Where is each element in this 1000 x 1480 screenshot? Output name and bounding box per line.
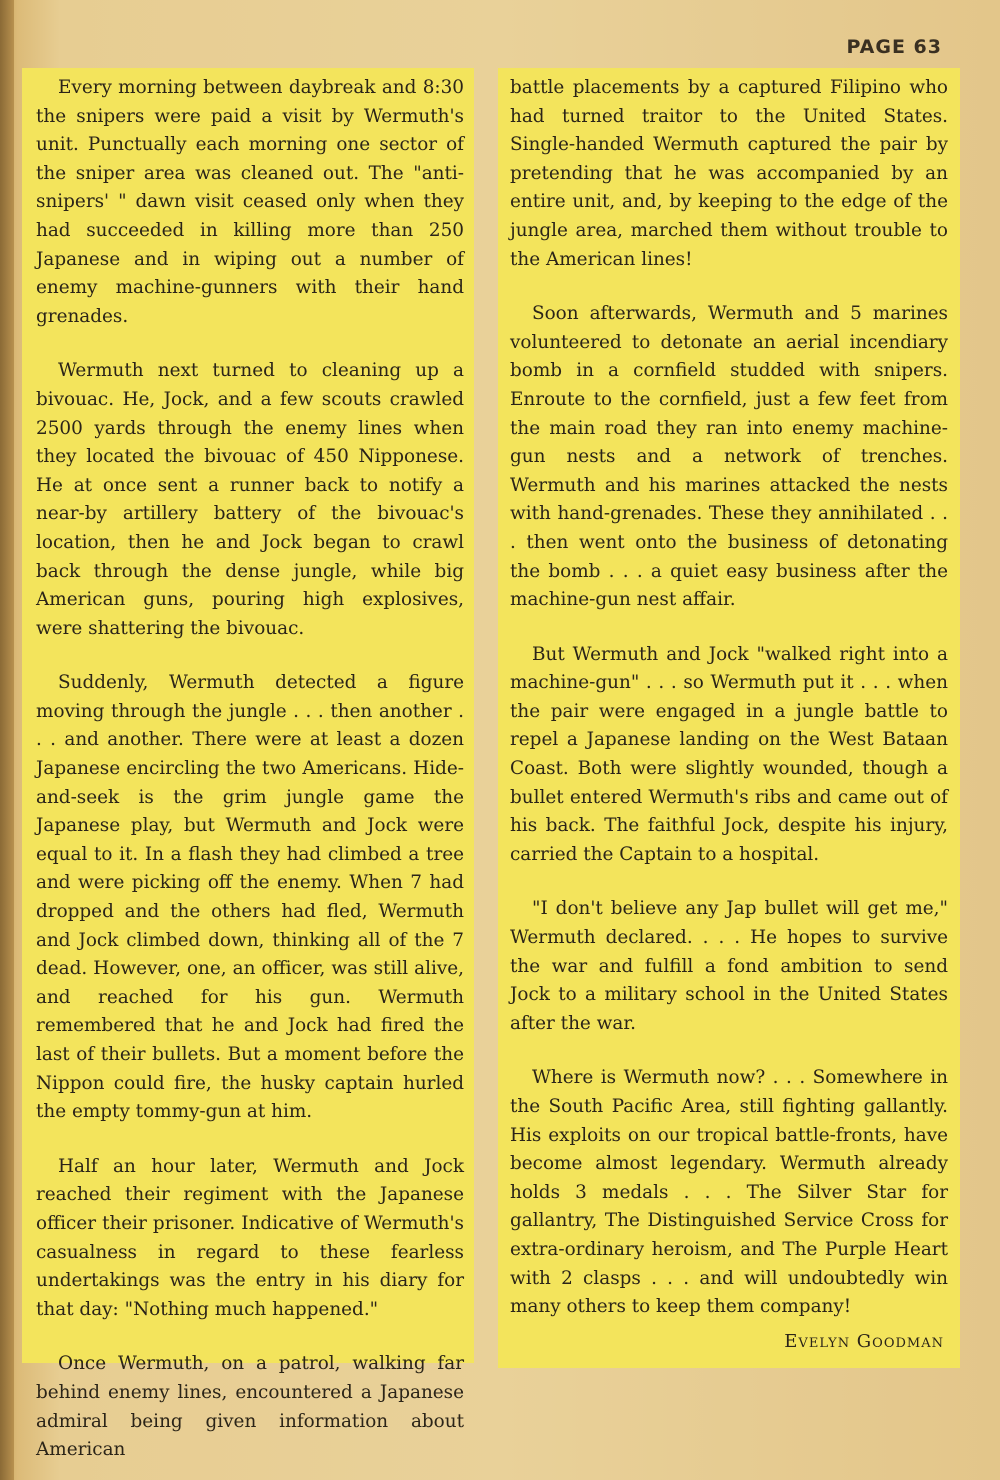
paragraph: Every morning between daybreak and 8:30 the snipers were paid a visit by Wermuth's unit. Punctually each morning one sector of the sniper area was cleaned out. The "anti-snipers' " dawn visit ceased only when they had succeeded in killing more than 250 Japanese and in wiping out a number of enemy machine-gunners with their hand grenades.	[36, 77, 464, 327]
paragraph: Soon afterwards, Wermuth and 5 marines volunteered to detonate an aerial incendiary bomb in a cornfield studded with snipers. Enroute to the cornfield, just a few feet from the main road they ran into enemy machine-gun nests and a network of trenches. Wermuth and his marines attacked the nests with hand-grenades. These they annihilated . . . then went onto the business of detonating the bomb . . . a quiet easy business after the machine-gun nest affair.	[510, 303, 948, 611]
paragraph: Where is Wermuth now? . . . Somewhere in the South Pacific Area, still fighting gallantly. His exploits on our tropical battle-fronts, have become almost legendary. Wermuth already holds 3 medals . . . The Silver Star for gallantry, The Distinguished Service Cross for extra-ordinary heroism, and The Purple Heart with 2 clasps . . . and will undoubtedly win many others to keep them company!	[510, 1067, 948, 1318]
paragraph: battle placements by a captured Filipino who had turned traitor to the United States. Single-handed Wermuth captured the pair by pretending that he was accompanied by an entire unit, and, by keeping to the edge of the jungle area, marched them without trouble to the American lines!	[510, 77, 948, 270]
paragraph: Half an hour later, Wermuth and Jock reached their regiment with the Japanese officer their prisoner. Indicative of Wermuth's casualness in regard to these fearless undertakings was the entry in his diary for that day: "Nothing much happened."	[36, 1155, 464, 1320]
paragraph: Wermuth next turned to cleaning up a bivouac. He, Jock, and a few scouts crawled 2500 yards through the enemy lines when they located the bivouac of 450 Nipponese. He at once sent a runner back to notify a near-by artillery battery of the bivouac's location, then he and Jock began to crawl back through the dense jungle, while big American guns, pouring high explosives, were shattering the bivouac.	[36, 360, 464, 639]
page-number: PAGE 63	[846, 36, 942, 58]
left-text-column	[22, 68, 474, 1461]
paragraph: Suddenly, Wermuth detected a figure moving through the jungle . . . then another . . . and another. There were at least a dozen Japanese encircling the two Americans. Hide-and-seek is the grim jungle game the Japanese play, but Wermuth and Jock were equal to it. In a flash they had climbed a tree and were picking off the enemy. When 7 had dropped and the others had fled, Wermuth and Jock climbed down, thinking all of the 7 dead. However, one, an officer, was still alive, and reached for his gun. Wermuth remembered that he and Jock had fired the last of their bullets. But a moment before the Nippon could fire, the husky captain hurled the empty tommy-gun at him.	[36, 672, 464, 1123]
paragraph: "I don't believe any Jap bullet will get me," Wermuth declared. . . . He hopes to survive the war and fulfill a fond ambition to send Jock to a military school in the United States after the war.	[510, 898, 948, 1034]
page-spine-edge	[0, 0, 14, 1480]
paragraph: But Wermuth and Jock "walked right into a machine-gun" . . . so Wermuth put it . . . when the pair were engaged in a jungle battle to repel a Japanese landing on the West Bataan Coast. Both were slightly wounded, though a bullet entered Wermuth's ribs and came out of his back. The faithful Jock, despite his injury, carried the Captain to a hospital.	[510, 643, 948, 865]
author-byline: Evelyn Goodman	[784, 1330, 944, 1352]
right-text-column	[498, 68, 960, 1368]
paragraph: Once Wermuth, on a patrol, walking far behind enemy lines, encountered a Japanese admiral being given information about American	[36, 1353, 464, 1461]
